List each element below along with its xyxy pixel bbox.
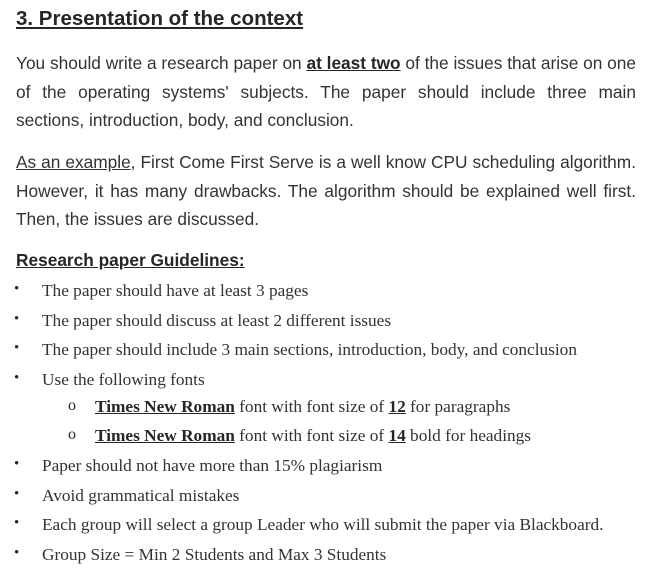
example-text: First Come First Serve is a well know CPU scheduling algorithm. However, it has many drawbacks. The algorithm should be explained well first. Then, the issues are discussed. <box>16 152 636 230</box>
list-item <box>0 542 651 572</box>
list-item <box>0 453 651 483</box>
bullet: • <box>14 310 20 327</box>
font-name: Times New Roman <box>95 426 235 446</box>
bullet: • <box>14 456 20 473</box>
bullet: • <box>14 369 20 386</box>
bullet: • <box>14 340 20 357</box>
font-sub-item-text <box>95 426 531 446</box>
bullet: • <box>14 515 20 532</box>
font-sub-item <box>0 424 651 453</box>
font-tail: for paragraphs <box>405 397 511 417</box>
list-item <box>0 337 651 367</box>
example-paragraph <box>16 148 636 234</box>
list-item <box>0 483 651 513</box>
example-lead: As an example, <box>16 152 136 172</box>
list-item-text: Paper should not have more than 15% plagiarism <box>42 456 383 476</box>
list-item <box>0 367 651 396</box>
list-item <box>0 308 651 338</box>
bullet: • <box>14 485 20 502</box>
guidelines-title: Research paper Guidelines: <box>16 250 245 270</box>
font-mid: font with font size of <box>234 426 389 446</box>
list-item <box>0 512 651 542</box>
bullet: • <box>14 281 20 297</box>
list-item-text: The paper should have at least 3 pages <box>42 281 309 300</box>
intro-text-end: of the issues that arise on one of the operating systems' subjects. The paper should include three main sections, introduction, body, and conclusion. <box>16 53 636 131</box>
list-item-text: The paper should discuss at least 2 different issues <box>42 310 392 330</box>
sub-bullet: o <box>68 426 76 444</box>
list-item-text: The paper should include 3 main sections, introduction, body, and conclusion <box>42 340 577 360</box>
intro-text-start: You should write a research paper on <box>16 53 307 73</box>
font-sub-item-text <box>95 397 510 417</box>
font-sub-item <box>0 395 651 424</box>
font-size: 12 <box>388 397 406 417</box>
list-item-text: Each group will select a group Leader who will submit the paper via Blackboard. <box>42 515 604 535</box>
guidelines-list <box>0 278 651 572</box>
section-heading: 3. Presentation of the context <box>16 7 304 30</box>
font-tail: bold for headings <box>405 426 531 446</box>
intro-emphasis: at least two <box>306 53 401 73</box>
font-mid: font with font size of <box>234 397 389 417</box>
list-item <box>0 278 651 308</box>
font-size: 14 <box>388 426 406 446</box>
bullet: • <box>14 545 20 562</box>
list-item-text: Use the following fonts <box>42 369 205 389</box>
intro-paragraph <box>16 49 636 135</box>
list-item-text: Group Size = Min 2 Students and Max 3 Students <box>42 545 387 565</box>
sub-bullet: o <box>68 397 76 415</box>
list-item-text: Avoid grammatical mistakes <box>42 485 240 505</box>
font-name: Times New Roman <box>95 397 235 417</box>
